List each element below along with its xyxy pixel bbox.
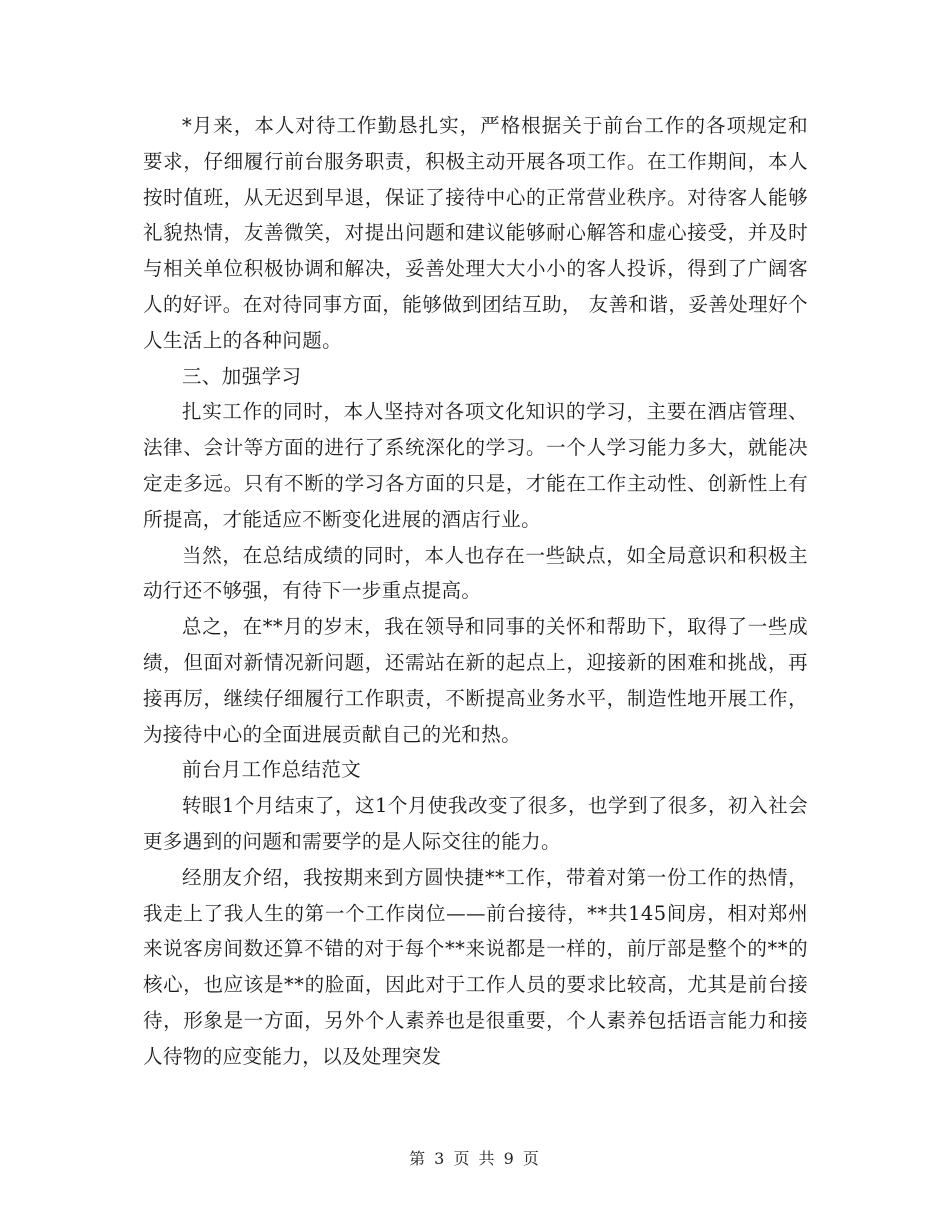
paragraph-intro: 转眼1个月结束了，这1个月使我改变了很多，也学到了很多，初入社会更多遇到的问题和需要学的是人际交往的能力。 — [143, 794, 808, 853]
page-number-footer: 第 3 页 共 9 页 — [409, 1149, 541, 1168]
paragraph-conclusion: 总之，在**月的岁末，我在领导和同事的关怀和帮助下，取得了一些成绩，但面对新情况新问题，还需站在新的起点上，迎接新的困难和挑战，再接再厉，继续仔细履行工作职责，不断提高业务水平，制造性地开展工作，为接待中心的全面进展贡献自己的光和热。 — [143, 615, 808, 746]
paragraph-work-attitude: *月来，本人对待工作勤恳扎实，严格根据关于前台工作的各项规定和要求，仔细履行前台服务职责，积极主动开展各项工作。在工作期间，本人按时值班，从无迟到早退，保证了接待中心的正常营业秩序。对待客人能够礼貌热情，友善微笑，对提出问题和建议能够耐心解答和虚心接受，并及时与相关单位积极协调和解决，妥善处理大大小小的客人投诉，得到了广阔客人的好评。在对待同事方面，能够做到团结互助， 友善和谐，妥善处理好个人生活上的各种问题。 — [143, 114, 808, 352]
paragraph-study: 扎实工作的同时，本人坚持对各项文化知识的学习，主要在酒店管理、法律、会计等方面的进行了系统深化的学习。一个人学习能力多大，就能决定走多远。只有不断的学习各方面的只是，才能在工作主动性、创新性上有所提高，才能适应不断变化进展的酒店行业。 — [143, 400, 808, 531]
paragraph-shortcomings: 当然，在总结成绩的同时，本人也存在一些缺点，如全局意识和积极主动行还不够强，有待下一步重点提高。 — [143, 543, 808, 603]
paragraph-job-description: 经朋友介绍，我按期来到方圆快捷**工作，带着对第一份工作的热情，我走上了我人生的第一个工作岗位——前台接待，**共145间房，相对郑州来说客房间数还算不错的对于每个**来说都是一样的，前厅部是整个的**的核心，也应该是**的脸面，因此对于工作人员的要求比较高，尤其是前台接待，形象是一方面，另外个人素养也是很重要，个人素养包括语言能力和接人待物的应变能力，以及处理突发 — [143, 865, 808, 1068]
section-heading-study: 三、加强学习 — [182, 364, 302, 388]
document-body — [143, 108, 808, 1075]
article-title: 前台月工作总结范文 — [182, 758, 362, 782]
